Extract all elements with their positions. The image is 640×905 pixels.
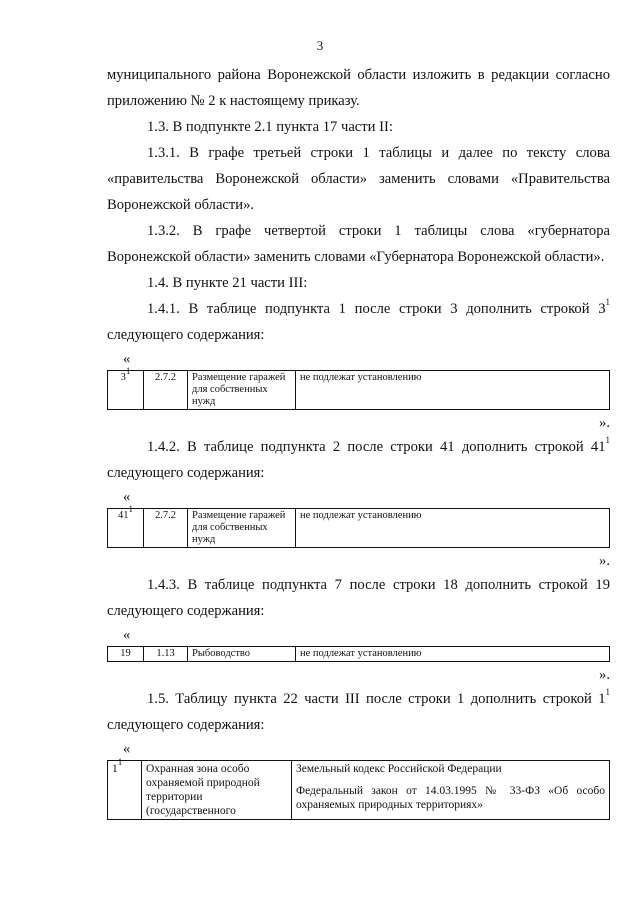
- table4-num-sup: 1: [117, 757, 123, 768]
- table1-name-line: для собственных: [192, 384, 268, 395]
- table2-name-line: нужд: [192, 534, 216, 545]
- paragraph-1-4: 1.4. В пункте 21 части III:: [147, 275, 308, 291]
- table2-name: [188, 509, 296, 548]
- table4-name-line: (государственного: [146, 805, 236, 817]
- table2-num-text: 41: [118, 510, 129, 521]
- paragraph-1-4-1-tail: следующего содержания:: [107, 327, 265, 343]
- table2-code: 2.7.2: [144, 509, 188, 548]
- table1-num-sup: 1: [125, 365, 131, 376]
- open-quote-4: «: [123, 741, 131, 757]
- paragraph-1-3-2: 1.3.2. В графе четвертой строки 1 таблицы слова «губернатора Воронежской области» заменить словами «Губернатора Воронежской области».: [107, 223, 610, 265]
- paragraph-continuation-line1: муниципального района Воронежской области изложить в редакции согласно: [107, 67, 610, 83]
- table-row: [108, 761, 610, 820]
- table2-num-sup: 1: [128, 503, 133, 514]
- table4-num-text: 1: [112, 763, 118, 775]
- inserted-table-1: [107, 365, 610, 410]
- close-quote-1: ».: [599, 415, 610, 431]
- table4-name-line: территории: [146, 791, 203, 803]
- table4-name: [142, 761, 292, 820]
- close-quote-3: ».: [599, 667, 610, 683]
- paragraph-1-3-1: 1.3.1. В графе третьей строки 1 таблицы и далее по тексту слова «правительства Воронежской области» заменить словами «Правительства Воронежской области».: [107, 145, 610, 213]
- table1-value: не подлежат установлению: [296, 371, 610, 410]
- paragraph-1-5-tail: следующего содержания:: [107, 717, 265, 733]
- table-row: [108, 371, 610, 410]
- table4-law-2: Федеральный закон от 14.03.1995 № 33-ФЗ «Об особо охраняемых природных территориях»: [296, 785, 605, 811]
- paragraph-1-5-text: 1.5. Таблицу пункта 22 части III после строки 1 дополнить строкой 1: [147, 691, 606, 707]
- table2-name-line: для собственных: [192, 522, 268, 533]
- paragraph-continuation-line2: приложению № 2 к настоящему приказу.: [107, 93, 360, 109]
- paragraph-1-4-1-text: 1.4.1. В таблице подпункта 1 после строки 3 дополнить строкой 3: [147, 301, 606, 317]
- table3-num: 19: [108, 647, 144, 662]
- paragraph-1-5-sup: 1: [605, 687, 610, 698]
- paragraph-1-4-2: [107, 434, 610, 460]
- paragraph-1-3: 1.3. В подпункте 2.1 пункта 17 части II:: [147, 119, 393, 135]
- table2-value: не подлежат установлению: [296, 509, 610, 548]
- table3-value: не подлежат установлению: [296, 647, 610, 662]
- table4-law-1: Земельный кодекс Российской Федерации: [296, 763, 502, 775]
- inserted-table-2: [107, 503, 610, 548]
- paragraph-1-4-3: 1.4.3. В таблице подпункта 7 после строки 18 дополнить строкой 19: [147, 577, 610, 593]
- table4-num: [108, 757, 142, 820]
- paragraph-1-4-2-text: 1.4.2. В таблице подпункта 2 после строки 41 дополнить строкой 41: [147, 439, 606, 455]
- inserted-table-4: [107, 757, 610, 820]
- paragraph-1-4-1: [107, 296, 610, 322]
- document-body: [107, 62, 610, 820]
- paragraph-1-4-1-sup: 1: [605, 297, 610, 308]
- table4-gap: [296, 776, 605, 784]
- open-quote-2: «: [123, 489, 131, 505]
- paragraph-1-4-2-tail: следующего содержания:: [107, 465, 265, 481]
- inserted-table-3: [107, 646, 610, 662]
- open-quote-1: «: [123, 351, 131, 367]
- table3-code: 1.13: [144, 647, 188, 662]
- table4-laws: [292, 761, 610, 820]
- table3-name: Рыбоводство: [188, 647, 296, 662]
- open-quote-3: «: [123, 627, 131, 643]
- table1-name-line: Размещение гаражей: [192, 372, 286, 383]
- table1-name-line: нужд: [192, 396, 216, 407]
- table4-name-line: охраняемой природной: [146, 777, 260, 789]
- table1-name: [188, 371, 296, 410]
- table2-num: [108, 503, 144, 548]
- table-row: [108, 509, 610, 548]
- paragraph-1-4-2-sup: 1: [605, 435, 610, 446]
- close-quote-2: ».: [599, 553, 610, 569]
- table1-code: 2.7.2: [144, 371, 188, 410]
- paragraph-1-4-3-tail: следующего содержания:: [107, 603, 265, 619]
- table-row: [108, 647, 610, 662]
- table1-num-text: 3: [120, 372, 126, 383]
- paragraph-1-5: [107, 686, 610, 712]
- page-number: 3: [316, 38, 324, 53]
- table2-name-line: Размещение гаражей: [192, 510, 286, 521]
- table1-num: [108, 365, 144, 410]
- table4-name-line: Охранная зона особо: [146, 763, 250, 775]
